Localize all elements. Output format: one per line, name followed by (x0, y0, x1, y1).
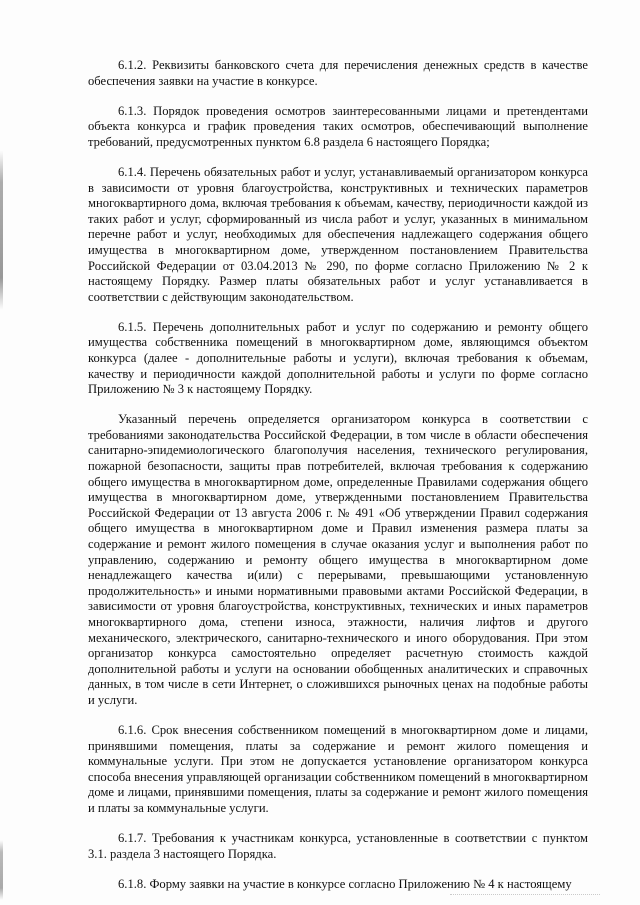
scan-edge-mark-bottom (0, 840, 3, 900)
paragraph-6-1-6: 6.1.6. Срок внесения собственником помещений в многоквартирном доме и лицами, принявшими помещения, платы за содержание и ремонт жилого помещения и коммунальные услуги. При этом не допускается установление организатором конкурса способа внесения управляющей организации собственником помещений в многоквартирном доме и лицами, принявшими помещения, платы за содержание и ремонт жилого помещения и платы за коммунальные услуги. (88, 723, 588, 816)
paragraph-6-1-2: 6.1.2. Реквизиты банковского счета для перечисления денежных средств в качестве обеспечения заявки на участие в конкурсе. (88, 58, 588, 88)
paragraph-6-1-7: 6.1.7. Требования к участникам конкурса, установленные в соответствии с пунктом 3.1. раздела 3 настоящего Порядка. (88, 831, 588, 861)
scan-noise-line (450, 894, 600, 897)
document-body (88, 58, 588, 905)
paragraph-list-definition: Указанный перечень определяется организатором конкурса в соответствии с требованиями законодательства Российской Федерации, в том числе в области обеспечения санитарно-эпидемиологического благополучия населения, технического регулирования, пожарной безопасности, защиты прав потребителей, включая требования к содержанию общего имущества в многоквартирном доме, определенные Правилами содержания общего имущества в многоквартирном доме, утвержденными постановлением Правительства Российской Федерации от 13 августа 2006 г. № 491 «Об утверждении Правил содержания общего имущества в многоквартирном доме и Правил изменения размера платы за содержание и ремонт жилого помещения в случае оказания услуг и выполнения работ по управлению, содержанию и ремонту общего имущества в многоквартирном доме ненадлежащего качества и(или) с перерывами, превышающими установленную продолжительность» и иными нормативными правовыми актами Российской Федерации, в зависимости от уровня благоустройства, конструктивных, технических и иных параметров многоквартирного дома, степени износа, этажности, наличия лифтов и другого механического, электрического, санитарно-технического и иного оборудования. При этом организатор конкурса самостоятельно определяет расчетную стоимость каждой дополнительной работы и услуги на основании обобщенных аналитических и справочных данных, в том числе в сети Интернет, о сложившихся рыночных ценах на подобные работы и услуги. (88, 412, 588, 707)
paragraph-6-1-5: 6.1.5. Перечень дополнительных работ и услуг по содержанию и ремонту общего имущества собственника помещений в многоквартирном доме, являющимся объектом конкурса (далее - дополнительные работы и услуги), включая требования к объемам, качеству и периодичности каждой дополнительной работы и услуги по форме согласно Приложению № 3 к настоящему Порядку. (88, 319, 588, 397)
paragraph-6-1-8: 6.1.8. Форму заявки на участие в конкурсе согласно Приложению № 4 к настоящему (118, 876, 572, 891)
paragraph-6-1-3: 6.1.3. Порядок проведения осмотров заинтересованными лицами и претендентами объекта конкурса и график проведения таких осмотров, обеспечивающий выполнение требований, предусмотренных пунктом 6.8 раздела 6 настоящего Порядка; (88, 103, 588, 149)
scan-edge-mark (0, 150, 3, 310)
paragraph-6-1-4: 6.1.4. Перечень обязательных работ и услуг, устанавливаемый организатором конкурса в зависимости от уровня благоустройства, конструктивных и технических параметров многоквартирного дома, включая требования к объемам, качеству, периодичности каждой из таких работ и услуг, сформированный из числа работ и услуг, указанных в минимальном перечне работ и услуг, необходимых для обеспечения надлежащего содержания общего имущества в многоквартирном доме, утвержденном постановлением Правительства Российской Федерации от 03.04.2013 № 290, по форме согласно Приложению № 2 к настоящему Порядку. Размер платы обязательных работ и услуг устанавливается в соответствии с действующим законодательством. (88, 164, 588, 304)
